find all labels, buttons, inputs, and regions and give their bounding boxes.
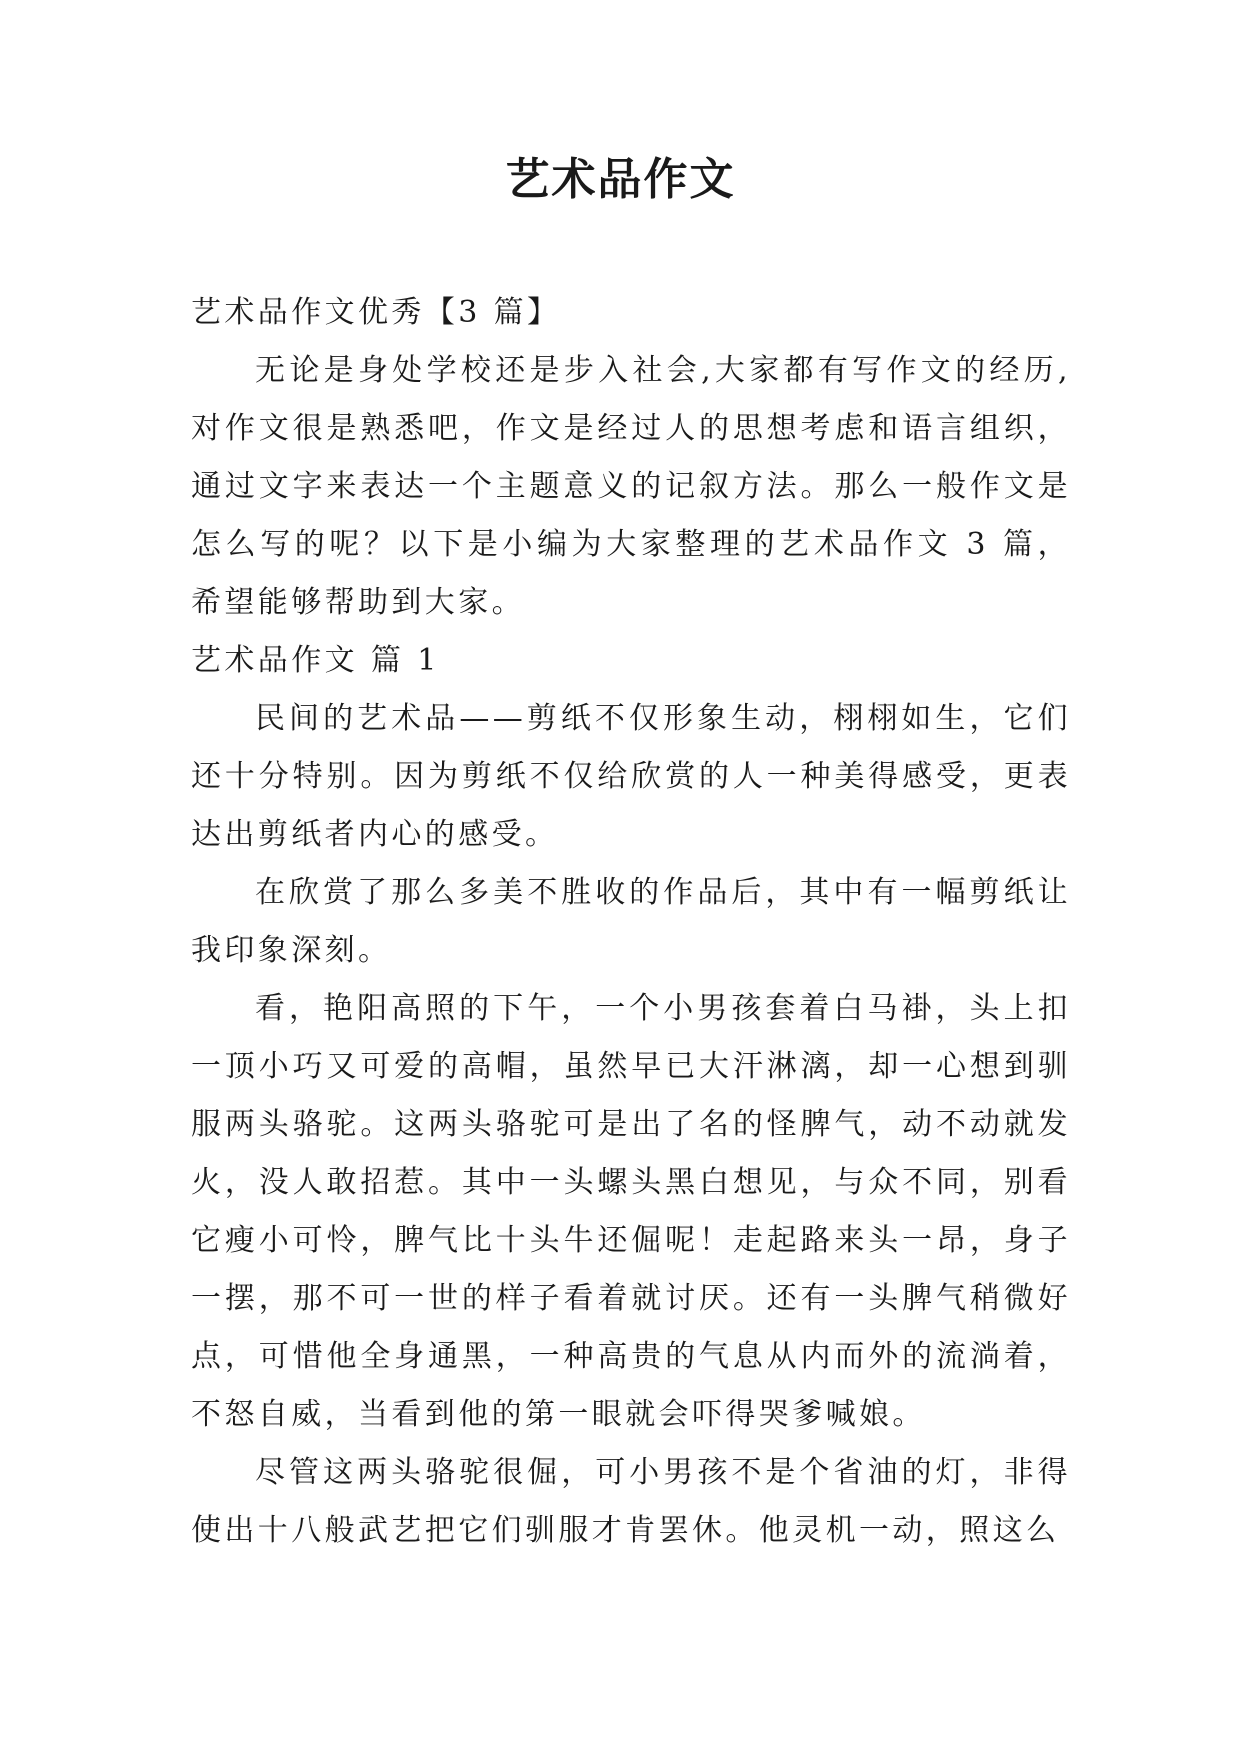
section-heading: 艺术品作文 篇 1 [191, 643, 440, 678]
body-paragraph: 尽管这两头骆驼很倔，可小男孩不是个省油的灯，非得使出十八般武艺把它们驯服才肯罢休。他灵机一动，照这么 [191, 1455, 1071, 1548]
body-paragraph: 民间的艺术品——剪纸不仅形象生动，栩栩如生，它们还十分特别。因为剪纸不仅给欣赏的人一种美得感受，更表达出剪纸者内心的感受。 [191, 701, 1071, 852]
intro-paragraph: 无论是身处学校还是步入社会,大家都有写作文的经历,对作文很是熟悉吧，作文是经过人的思想考虑和语言组织，通过文字来表达一个主题意义的记叙方法。那么一般作文是怎么写的呢？以下是小编为大家整理的艺术品作文 3 篇，希望能够帮助到大家。 [191, 353, 1071, 620]
document-subtitle: 艺术品作文优秀【3 篇】 [191, 295, 561, 330]
document-body [191, 284, 1071, 1560]
body-paragraph: 在欣赏了那么多美不胜收的作品后，其中有一幅剪纸让我印象深刻。 [191, 875, 1071, 968]
document-title: 艺术品作文 [505, 154, 736, 205]
body-paragraph: 看，艳阳高照的下午，一个小男孩套着白马褂，头上扣一顶小巧又可爱的高帽，虽然早已大汗淋漓，却一心想到驯服两头骆驼。这两头骆驼可是出了名的怪脾气，动不动就发火，没人敢招惹。其中一头螺头黑白想见，与众不同，别看它瘦小可怜，脾气比十头牛还倔呢！走起路来头一昂，身子一摆，那不可一世的样子看着就讨厌。还有一头脾气稍微好点，可惜他全身通黑，一种高贵的气息从内而外的流淌着，不怒自威，当看到他的第一眼就会吓得哭爹喊娘。 [191, 991, 1071, 1432]
